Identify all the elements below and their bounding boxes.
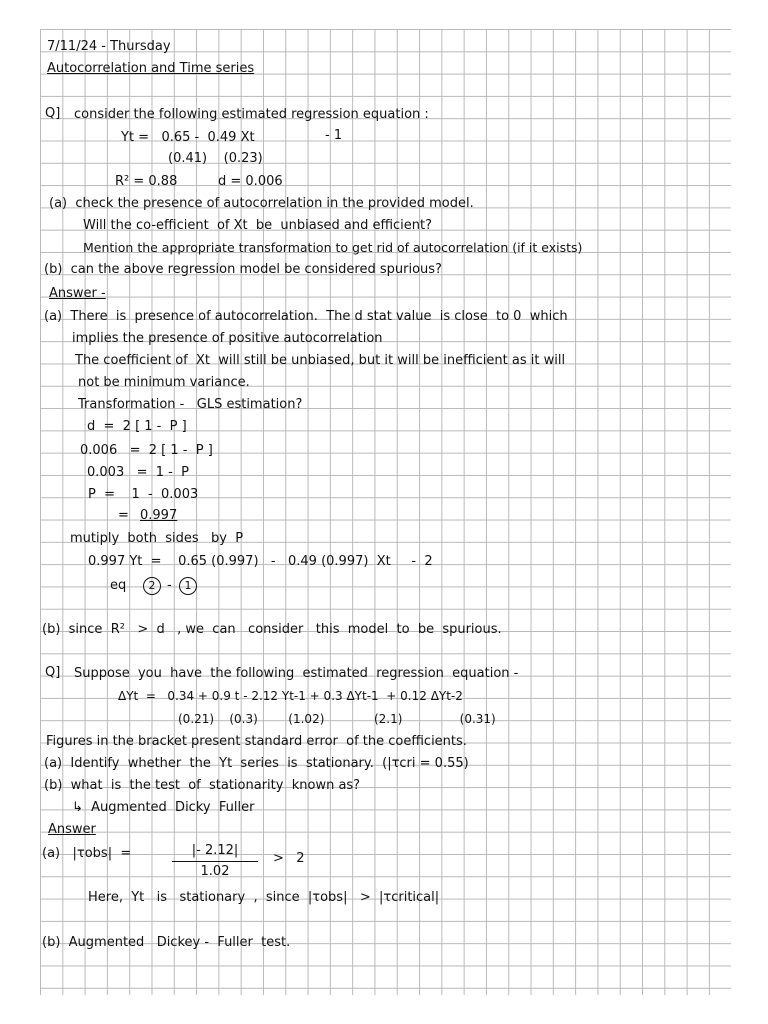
- page-margin-right: [731, 0, 768, 1024]
- q2-note: Figures in the bracket present standard error of the coefficients.: [46, 734, 467, 749]
- q2-prompt: Suppose you have the following estimated regression equation -: [74, 666, 519, 681]
- equation-2-circle: [143, 577, 161, 595]
- comparison: > 2: [273, 851, 305, 866]
- page-margin-top: [0, 0, 768, 29]
- answer1-a-line3: The coefficient of Xt will still be unbiased, but it will be inefficient as it will: [75, 353, 566, 368]
- q2-equation: ΔYt = 0.34 + 0.9 t - 2.12 Yt-1 + 0.3 ΔYt-1 + 0.12 ΔYt-2: [118, 689, 463, 703]
- answer1-a-line4: not be minimum variance.: [78, 375, 250, 390]
- math-step-2: 0.006 = 2 [ 1 - P ]: [80, 443, 213, 458]
- math-step-1: d = 2 [ 1 - P ]: [87, 419, 187, 434]
- q1-standard-errors: (0.41) (0.23): [168, 151, 263, 166]
- equation-1-circle: [179, 577, 197, 595]
- q1-part-a-line3: Mention the appropriate transformation to get rid of autocorrelation (if it exists): [83, 240, 583, 255]
- fraction: [170, 840, 260, 882]
- answer1-a-line2: implies the presence of positive autocorrelation: [72, 331, 383, 346]
- q2-standard-errors: (0.21) (0.3) (1.02) (2.1) (0.31): [178, 712, 496, 726]
- q2-part-a: (a) Identify whether the Yt series is stationary. (|τcri = 0.55): [44, 756, 469, 771]
- q1-equation: Yt = 0.65 - 0.49 Xt: [121, 130, 255, 145]
- q1-part-b: (b) can the above regression model be considered spurious?: [44, 262, 442, 277]
- math-step-5-equals: =: [118, 508, 129, 523]
- q1-prompt: consider the following estimated regression equation :: [74, 107, 429, 122]
- answer1-part-b: (b) since R² > d , we can consider this model to be spurious.: [42, 622, 502, 637]
- math-step-3: 0.003 = 1 - P: [87, 465, 189, 480]
- fraction-bar: [172, 861, 258, 862]
- answer1-transformation: Transformation - GLS estimation?: [78, 397, 303, 412]
- equation-2-number: 2: [148, 579, 156, 592]
- eq-label: eq: [110, 578, 127, 593]
- date-line: 7/11/24 - Thursday: [47, 39, 171, 54]
- q1-d-stat: d = 0.006: [218, 174, 283, 189]
- fraction-numerator: |- 2.12|: [191, 843, 239, 858]
- page-title: Autocorrelation and Time series: [47, 61, 255, 76]
- equation-dash: -: [167, 578, 172, 593]
- q1-marker: Q]: [45, 106, 61, 121]
- equation-1-number: 1: [184, 579, 192, 592]
- page-margin-bottom: [0, 995, 768, 1024]
- answer1-a-line1: (a) There is presence of autocorrelation. The d stat value is close to 0 which: [44, 309, 568, 324]
- q1-part-a-line2: Will the co-efficient of Xt be unbiased and efficient?: [83, 218, 433, 233]
- q2-part-b: (b) what is the test of stationarity known as?: [44, 778, 361, 793]
- q2-part-b-answer: ↳ Augmented Dicky Fuller: [72, 800, 255, 815]
- q1-r-squared: R² = 0.88: [115, 174, 178, 189]
- multiply-instruction: mutiply both sides by P: [70, 531, 244, 546]
- answer2-heading: Answer: [48, 822, 96, 837]
- fraction-denominator: 1.02: [200, 864, 230, 879]
- q1-equation-tag: - 1: [325, 128, 343, 143]
- answer2-a-label: (a) |τobs| =: [42, 846, 132, 861]
- answer1-heading: Answer -: [49, 286, 106, 301]
- stationarity-conclusion: Here, Yt is stationary , since |τobs| > |τcritical|: [88, 890, 440, 905]
- math-step-4: P = 1 - 0.003: [88, 487, 199, 502]
- transformed-equation: 0.997 Yt = 0.65 (0.997) - 0.49 (0.997) Xt - 2: [88, 554, 433, 569]
- answer2-part-b: (b) Augmented Dickey - Fuller test.: [42, 935, 291, 950]
- page-margin-left: [0, 0, 40, 1024]
- q1-part-a-line1: (a) check the presence of autocorrelation in the provided model.: [49, 196, 474, 211]
- q2-marker: Q]: [45, 665, 61, 680]
- math-step-5-value: 0.997: [140, 508, 178, 523]
